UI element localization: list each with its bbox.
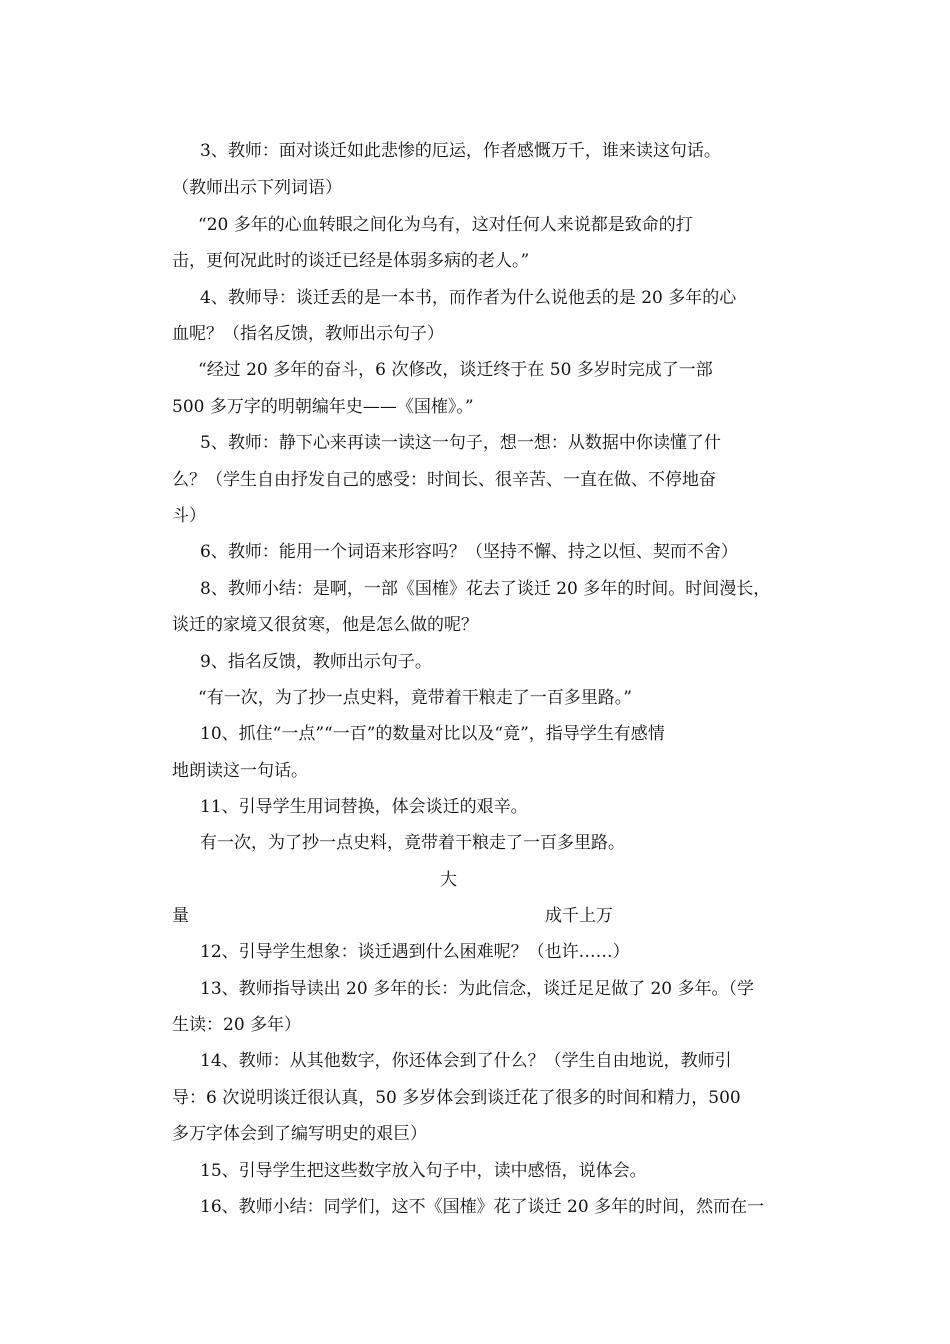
paragraph-5-line-3: 斗） (172, 506, 206, 526)
paragraph-3-line-1: 3、教师：面对谈迁如此悲惨的厄运，作者感慨万千，谁来读这句话。 (200, 141, 721, 161)
quote-2-line-1: “经过 20 多年的奋斗，6 次修改，谈迁终于在 50 多岁时完成了一部 (198, 360, 713, 380)
paragraph-8-line-1: 8、教师小结：是啊，一部《国榷》花去了谈迁 20 多年的时间。时间漫长， (200, 579, 771, 599)
paragraph-3-line-2: （教师出示下列词语） (172, 178, 342, 198)
paragraph-12-line-1: 12、引导学生想象：谈迁遇到什么困难呢？（也许……） (200, 942, 630, 962)
paragraph-14-line-3: 多万字体会到了编写明史的艰巨） (172, 1124, 427, 1144)
paragraph-4-line-1: 4、教师导：谈迁丢的是一本书，而作者为什么说他丢的是 20 多年的心 (200, 288, 737, 308)
paragraph-5-line-2: 么？（学生自由抒发自己的感受：时间长、很辛苦、一直在做、不停地奋 (172, 470, 716, 490)
paragraph-14-line-1: 14、教师：从其他数字，你还体会到了什么？（学生自由地说，教师引 (200, 1051, 732, 1071)
paragraph-4-line-2: 血呢？（指名反馈，教师出示句子） (172, 324, 444, 344)
quote-1-line-1: “20 多年的心血转眼之间化为乌有，这对任何人来说都是致命的打 (198, 215, 693, 235)
example-sentence: 有一次，为了抄一点史料，竟带着干粮走了一百多里路。 (200, 833, 625, 853)
paragraph-6-line-1: 6、教师：能用一个词语来形容吗？（坚持不懈、持之以恒、契而不舍） (200, 542, 738, 562)
replacement-word-liang: 量 (172, 906, 189, 926)
quote-3-line-1: “有一次，为了抄一点史料，竟带着干粮走了一百多里路。” (198, 688, 632, 708)
replacement-word-da: 大 (440, 870, 457, 890)
paragraph-15-line-1: 15、引导学生把这些数字放入句子中，读中感悟，说体会。 (200, 1161, 647, 1181)
paragraph-13-line-1: 13、教师指导读出 20 多年的长：为此信念，谈迁足足做了 20 多年。（学 (200, 979, 755, 999)
paragraph-8-line-2: 谈迁的家境又很贫寒，他是怎么做的呢？ (172, 615, 478, 635)
paragraph-5-line-1: 5、教师：静下心来再读一读这一句子，想一想：从数据中你读懂了什 (200, 433, 721, 453)
paragraph-13-line-2: 生读：20 多年） (172, 1015, 302, 1035)
paragraph-9-line-1: 9、指名反馈，教师出示句子。 (200, 652, 432, 672)
paragraph-10-line-2: 地朗读这一句话。 (172, 761, 308, 781)
paragraph-11-line-1: 11、引导学生用词替换，体会谈迁的艰辛。 (200, 797, 528, 817)
quote-2-line-2: 500 多万字的明朝编年史——《国榷》。” (172, 397, 474, 417)
quote-1-line-2: 击，更何况此时的谈迁已经是体弱多病的老人。” (172, 251, 530, 271)
replacement-word-chengqianshangwan: 成千上万 (545, 906, 613, 926)
paragraph-16-line-1: 16、教师小结：同学们，这不《国榷》花了谈迁 20 多年的时间，然而在一 (200, 1197, 765, 1217)
paragraph-10-line-1: 10、抓住“一点”“一百”的数量对比以及“竟”，指导学生有感情 (200, 724, 665, 744)
paragraph-14-line-2: 导：6 次说明谈迁很认真，50 多岁体会到谈迁花了很多的时间和精力，500 (172, 1088, 741, 1108)
